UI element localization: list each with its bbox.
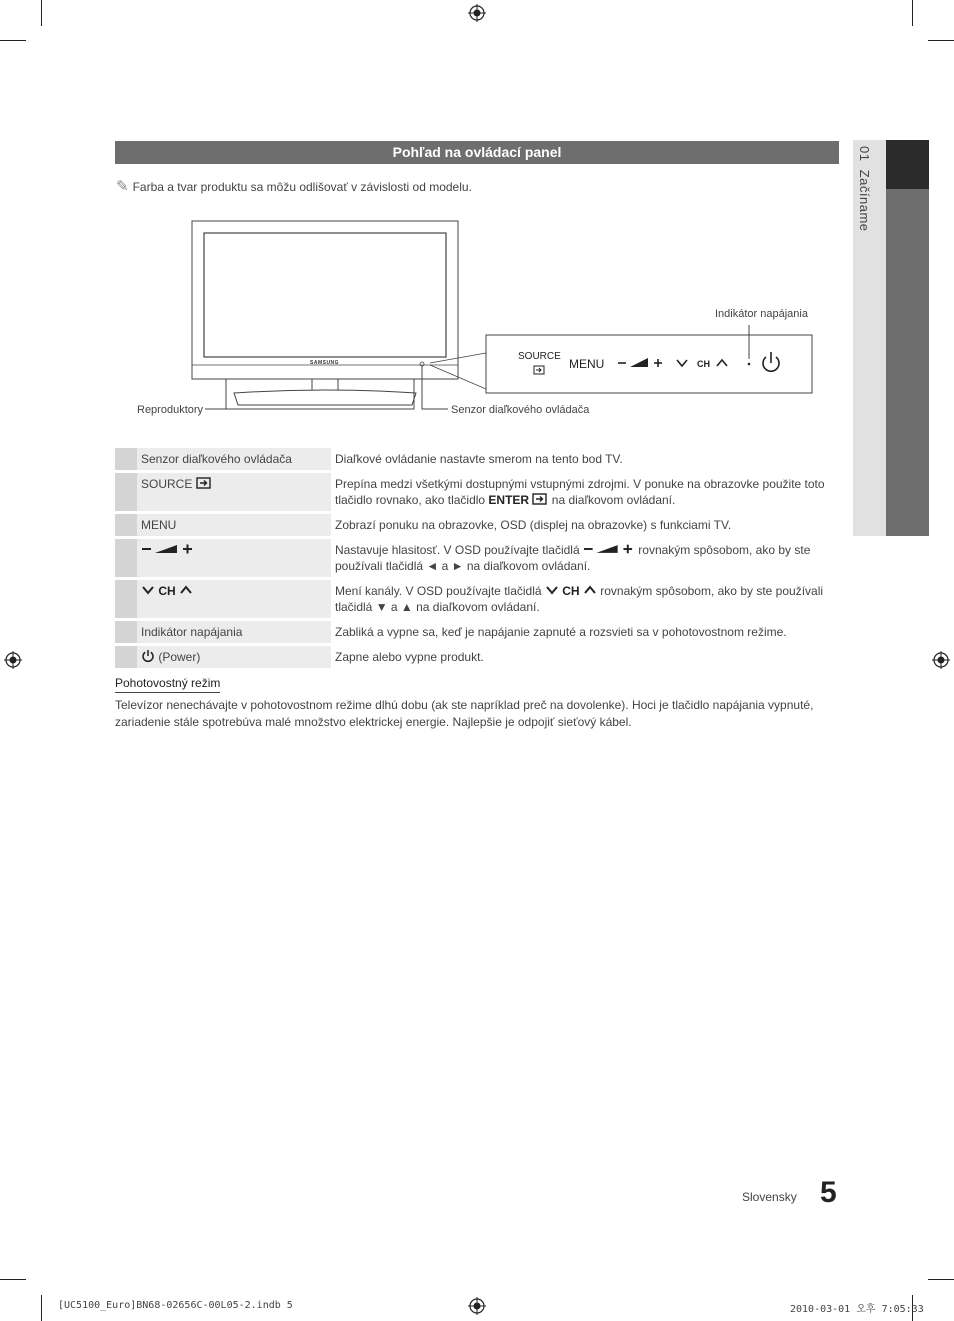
controls-table [115, 445, 839, 671]
row-desc: Zobrazí ponuku na obrazovke, OSD (displej na obrazovke) s funkciami TV. [335, 518, 732, 532]
source-input-icon [196, 477, 212, 489]
panel-menu-label: MENU [569, 357, 605, 371]
table-row [115, 514, 839, 536]
registration-mark-right [932, 651, 950, 669]
panel-ch-label: CH [697, 359, 710, 369]
section-title: Pohľad na ovládací panel [115, 141, 839, 164]
registration-mark-top [468, 4, 486, 22]
row-desc: Zabliká a vypne sa, keď je napájanie zapnuté a rozsvieti sa v pohotovostnom režime. [335, 625, 787, 639]
row-name: MENU [137, 514, 331, 536]
standby-text: Televízor nenechávajte v pohotovostnom režime dlhú dobu (ak ste napríklad preč na dovolenke). Hoci je tlačidlo napájania vypnuté, zariadenie stále spotrebúva malé množstvo elektrickej energie. Najlepšie je odpojiť sieťový kábel. [115, 698, 814, 729]
table-row [115, 539, 839, 577]
standby-title: Pohotovostný režim [115, 676, 220, 693]
chevron-down-icon-inline [545, 584, 559, 596]
enter-icon [532, 493, 548, 505]
row-name: (Power) [137, 646, 331, 668]
chapter-tab-label [857, 146, 872, 232]
slug-date: 2010-03-01 오후 7:05:33 [790, 1304, 924, 1315]
chapter-tab-grey [886, 189, 929, 536]
chapter-tab-dark [886, 140, 929, 189]
registration-mark-left [4, 651, 22, 669]
row-desc: Diaľkové ovládanie nastavte smerom na tento bod TV. [335, 452, 623, 466]
label-power-indicator: Indikátor napájania [715, 308, 808, 320]
table-row [115, 580, 839, 618]
page-number: 5 [820, 1176, 837, 1209]
chevron-up-icon-inline [583, 584, 597, 596]
row-name [137, 539, 331, 577]
row-name: Senzor diaľkového ovládača [137, 448, 331, 470]
table-row [115, 621, 839, 643]
chevron-up-icon [179, 584, 193, 596]
row-name: Indikátor napájania [137, 621, 331, 643]
row-desc: Zapne alebo vypne produkt. [335, 650, 484, 664]
tv-brand-logo: SAMSUNG [310, 360, 340, 366]
footer-language: Slovensky [742, 1190, 797, 1204]
chapter-number: 01 [857, 146, 872, 162]
table-row [115, 473, 839, 511]
registration-mark-bottom [468, 1297, 486, 1315]
note-text: Farba a tvar produktu sa môžu odlišovať v závislosti od modelu. [132, 180, 472, 194]
row-desc: Nastavuje hlasitosť. V OSD používajte tlačidlá rovnakým spôsobom, ako by ste používali tlačidlá ◄ a ► na diaľkovom ovládaní. [335, 543, 811, 573]
pencil-icon: ✎ [116, 178, 129, 195]
slug-file: [UC5100_Euro]BN68-02656C-00L05-2.indb 5 [58, 1300, 293, 1311]
volume-icon [141, 543, 195, 555]
row-desc: Mení kanály. V OSD používajte tlačidlá CH rovnakým spôsobom, ako by ste používali tlačidlá ▼ a ▲ na diaľkovom ovládaní. [335, 584, 824, 614]
table-row [115, 448, 839, 470]
tv-diagram [130, 215, 830, 425]
chapter-title: Začíname [857, 169, 872, 232]
table-row [115, 646, 839, 668]
power-icon [141, 649, 155, 663]
row-name: SOURCE [137, 473, 331, 511]
chevron-down-icon [141, 584, 155, 596]
label-remote-sensor: Senzor diaľkového ovládača [451, 404, 590, 416]
row-name: CH [137, 580, 331, 618]
row-desc: Prepína medzi všetkými dostupnými vstupnými zdrojmi. V ponuke na obrazovke použite toto tlačidlo rovnako, ako tlačidlo ENTER na diaľkovom ovládaní. [335, 477, 825, 507]
label-speakers: Reproduktory [137, 404, 204, 416]
panel-source-label: SOURCE [518, 351, 561, 362]
note [116, 177, 472, 195]
volume-icon-inline [583, 543, 635, 555]
